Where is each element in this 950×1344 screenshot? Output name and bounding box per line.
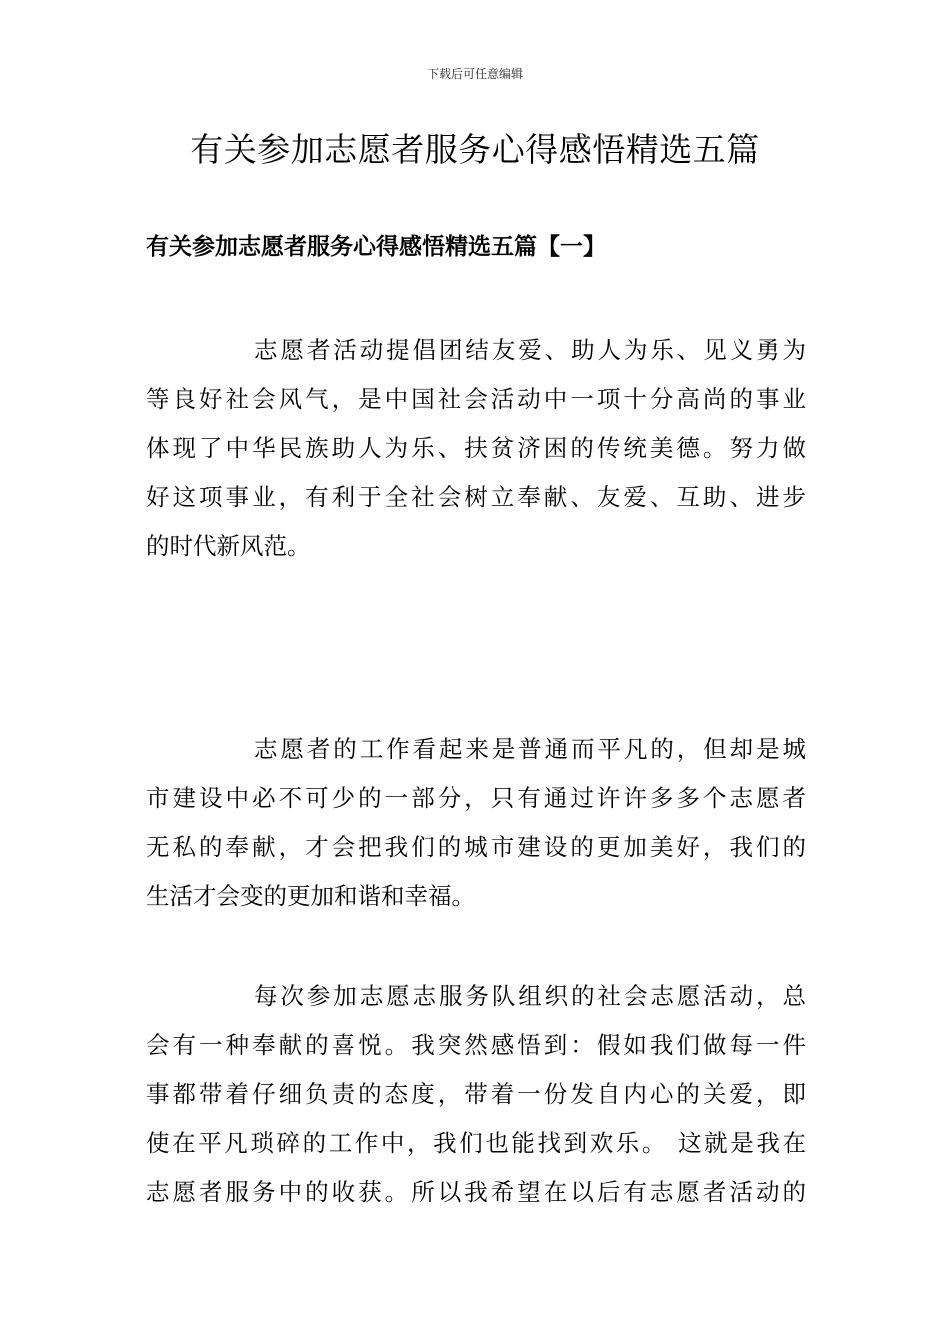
paragraph-line: 生活才会变的更加和谐和幸福。: [146, 882, 475, 910]
paragraph-line: 使在平凡琐碎的工作中，我们也能找到欢乐。 这就是我在: [146, 1129, 806, 1157]
paragraph-line: 等良好社会风气，是中国社会活动中一项十分高尚的事业: [146, 385, 806, 413]
paragraph-line: 体现了中华民族助人为乐、扶贫济困的传统美德。努力做: [146, 434, 806, 462]
paragraph-3: [146, 972, 806, 1217]
paragraph-line: 志愿者服务中的收获。所以我希望在以后有志愿者活动的: [146, 1178, 806, 1206]
paragraph-line: 市建设中必不可少的一部分，只有通过许许多多个志愿者: [146, 784, 806, 812]
paragraph-line: 好这项事业，有利于全社会树立奉献、友爱、互助、进步: [146, 483, 806, 511]
document-title: 有关参加志愿者服务心得感悟精选五篇: [190, 130, 760, 169]
paragraph-2: [146, 725, 806, 921]
paragraph-line: 事都带着仔细负责的态度，带着一份发自内心的关爱，即: [146, 1080, 806, 1108]
header-note: 下载后可任意编辑: [426, 67, 523, 81]
paragraph-line: 志愿者活动提倡团结友爱、助人为乐、见义勇为: [254, 336, 806, 364]
section-title: 有关参加志愿者服务心得感悟精选五篇【一】: [146, 233, 606, 260]
paragraph-1: [146, 326, 806, 571]
paragraph-line: 志愿者的工作看起来是普通而平凡的，但却是城: [254, 735, 806, 763]
paragraph-line: 会有一种奉献的喜悦。我突然感悟到：假如我们做每一件: [146, 1031, 806, 1059]
paragraph-line: 每次参加志愿志服务队组织的社会志愿活动，总: [254, 982, 806, 1010]
paragraph-line: 无私的奉献，才会把我们的城市建设的更加美好，我们的: [146, 833, 806, 861]
paragraph-line: 的时代新风范。: [146, 532, 311, 560]
